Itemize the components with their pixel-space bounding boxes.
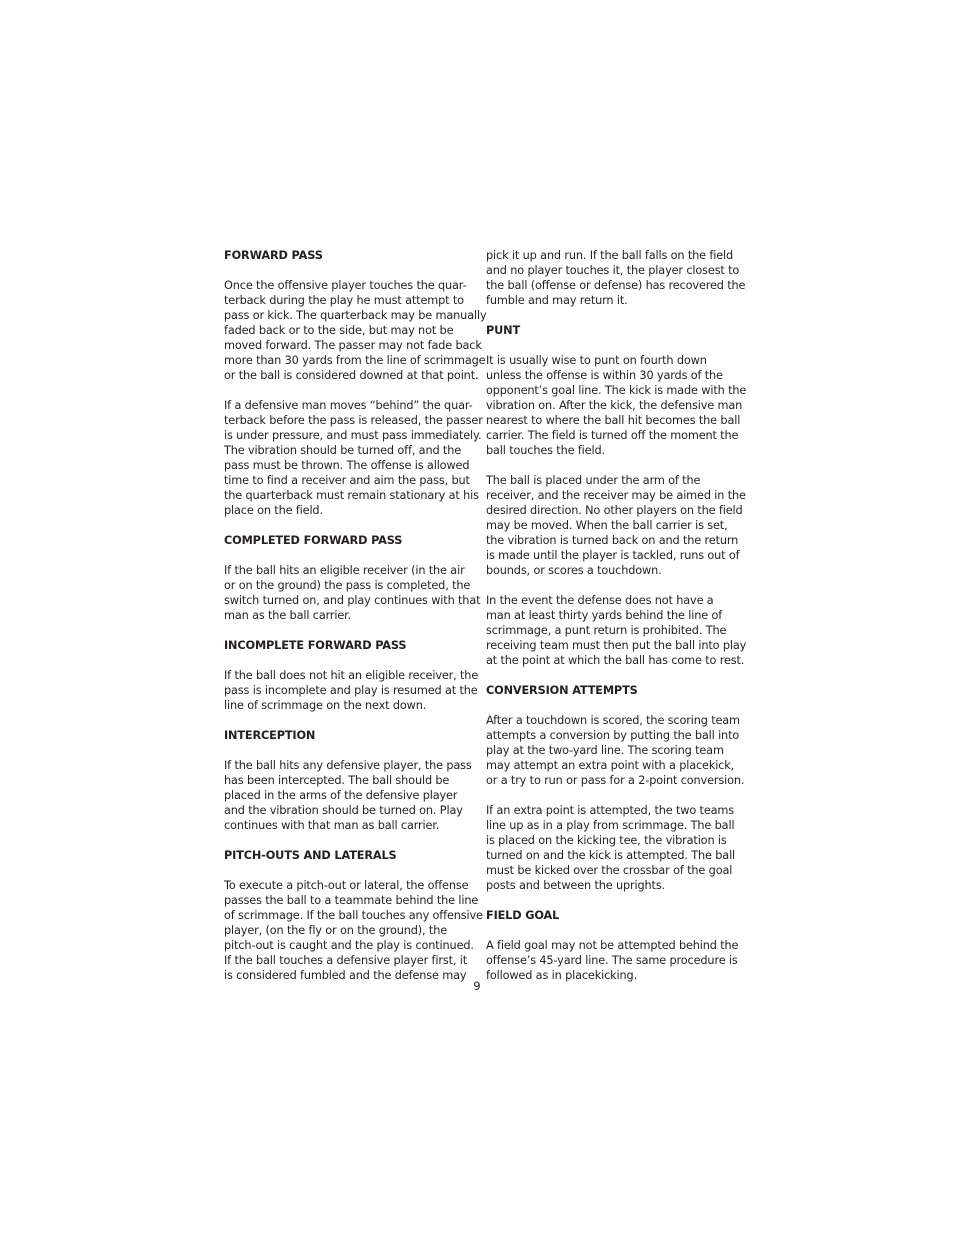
body-text-line: bounds, or scores a touchdown. — [486, 564, 662, 577]
body-text-line: may attempt an extra point with a placekick, — [486, 759, 735, 772]
body-text-line: unless the offense is within 30 yards of the — [486, 369, 723, 382]
body-text-line: play at the two-yard line. The scoring team — [486, 744, 724, 757]
body-text-line: or a try to run or pass for a 2-point conversion. — [486, 774, 745, 787]
paragraph-gap — [486, 308, 736, 323]
paragraph-gap — [486, 458, 736, 473]
body-text-line: nearest to where the ball hit becomes the ball — [486, 414, 741, 427]
body-text-line: vibration on. After the kick, the defensive man — [486, 399, 743, 412]
body-text-line: the vibration is turned back on and the return — [486, 534, 739, 547]
body-text-line: pass must be thrown. The offense is allowed — [224, 459, 470, 472]
body-text-line: posts and between the uprights. — [486, 879, 665, 892]
page-number: 9 — [473, 980, 481, 993]
body-text-line: If the ball does not hit an eligible receiver, the — [224, 669, 479, 682]
paragraph-gap — [486, 788, 736, 803]
body-text-line: Once the offensive player touches the quar- — [224, 279, 467, 292]
body-text-line: followed as in placekicking. — [486, 969, 638, 982]
body-text-line: After a touchdown is scored, the scoring team — [486, 714, 740, 727]
body-text-line: the quarterback must remain stationary at his — [224, 489, 479, 502]
body-text-line: time to find a receiver and aim the pass, but — [224, 474, 470, 487]
body-text-line: man at least thirty yards behind the line of — [486, 609, 723, 622]
body-text-line: is considered fumbled and the defense may — [224, 969, 467, 982]
body-text-line: is made until the player is tackled, runs out of — [486, 549, 740, 562]
body-text-line: If a defensive man moves “behind” the quar- — [224, 399, 473, 412]
section-heading: PITCH-OUTS AND LATERALS — [224, 849, 397, 862]
body-text-line: or on the ground) the pass is completed, the — [224, 579, 471, 592]
body-text-line: or the ball is considered downed at that point. — [224, 369, 479, 382]
body-text-line: If the ball touches a defensive player first, it — [224, 954, 467, 967]
body-text-line: may be moved. When the ball carrier is set, — [486, 519, 728, 532]
paragraph-gap — [224, 863, 472, 878]
body-text-line: attempts a conversion by putting the ball into — [486, 729, 740, 742]
body-text-line: must be kicked over the crossbar of the goal — [486, 864, 733, 877]
body-text-line: If the ball hits an eligible receiver (in the air — [224, 564, 465, 577]
body-text-line: terback during the play he must attempt to — [224, 294, 464, 307]
section-heading: INCOMPLETE FORWARD PASS — [224, 639, 407, 652]
body-text-line: line of scrimmage on the next down. — [224, 699, 427, 712]
body-text-line: The ball is placed under the arm of the — [486, 474, 701, 487]
paragraph-gap — [224, 518, 472, 533]
body-text-line: is placed on the kicking tee, the vibration is — [486, 834, 727, 847]
body-text-line: To execute a pitch-out or lateral, the offense — [224, 879, 469, 892]
body-text-line: the ball (offense or defense) has recovered the — [486, 279, 746, 292]
paragraph-gap — [224, 548, 472, 563]
body-text-line: switch turned on, and play continues with that — [224, 594, 481, 607]
body-text-line: pick it up and run. If the ball falls on the field — [486, 249, 734, 262]
body-text-line: carrier. The field is turned off the moment the — [486, 429, 739, 442]
body-text-line: at the point at which the ball has come to rest. — [486, 654, 745, 667]
paragraph-gap — [486, 698, 736, 713]
body-text-line: more than 30 yards from the line of scrimmage — [224, 354, 486, 367]
body-text-line: The vibration should be turned off, and the — [224, 444, 462, 457]
section-heading: COMPLETED FORWARD PASS — [224, 534, 403, 547]
paragraph-gap — [224, 623, 472, 638]
left-column — [224, 248, 487, 983]
body-text-line: of scrimmage. If the ball touches any offensive — [224, 909, 483, 922]
paragraph-gap — [224, 383, 472, 398]
body-text-line: fumble and may return it. — [486, 294, 628, 307]
body-text-line: has been intercepted. The ball should be — [224, 774, 450, 787]
body-text-line: pitch-out is caught and the play is continued. — [224, 939, 474, 952]
body-text-line: A field goal may not be attempted behind the — [486, 939, 739, 952]
body-text-line: terback before the pass is released, the passer — [224, 414, 483, 427]
section-heading: FORWARD PASS — [224, 249, 323, 262]
section-heading: FIELD GOAL — [486, 909, 560, 922]
paragraph-gap — [224, 713, 472, 728]
paragraph-gap — [224, 653, 472, 668]
body-text-line: If the ball hits any defensive player, the pass — [224, 759, 472, 772]
body-text-line: It is usually wise to punt on fourth down — [486, 354, 707, 367]
body-text-line: pass or kick. The quarterback may be manually — [224, 309, 487, 322]
body-text-line: and the vibration should be turned on. Play — [224, 804, 463, 817]
section-heading: PUNT — [486, 324, 521, 337]
body-text-line: If an extra point is attempted, the two teams — [486, 804, 734, 817]
body-text-line: man as the ball carrier. — [224, 609, 352, 622]
body-text-line: turned on and the kick is attempted. The ball — [486, 849, 736, 862]
body-text-line: line up as in a play from scrimmage. The ball — [486, 819, 735, 832]
body-text-line: In the event the defense does not have a — [486, 594, 714, 607]
body-text-line: placed in the arms of the defensive player — [224, 789, 458, 802]
paragraph-gap — [224, 743, 472, 758]
paragraph-gap — [486, 578, 736, 593]
body-text-line: opponent’s goal line. The kick is made with the — [486, 384, 747, 397]
paragraph-gap — [486, 668, 736, 683]
body-text-line: pass is incomplete and play is resumed at the — [224, 684, 478, 697]
body-text-line: receiver, and the receiver may be aimed in the — [486, 489, 746, 502]
body-text-line: place on the field. — [224, 504, 323, 517]
right-column — [486, 248, 747, 983]
section-heading: INTERCEPTION — [224, 729, 316, 742]
paragraph-gap — [486, 923, 736, 938]
body-text-line: is under pressure, and must pass immediately. — [224, 429, 482, 442]
body-text-line: moved forward. The passer may not fade back — [224, 339, 482, 352]
body-text-line: and no player touches it, the player closest to — [486, 264, 740, 277]
paragraph-gap — [224, 263, 472, 278]
body-text-line: faded back or to the side, but may not be — [224, 324, 454, 337]
body-text-line: scrimmage, a punt return is prohibited. The — [486, 624, 727, 637]
body-text-line: continues with that man as ball carrier. — [224, 819, 440, 832]
section-heading: CONVERSION ATTEMPTS — [486, 684, 638, 697]
body-text-line: receiving team must then put the ball into play — [486, 639, 747, 652]
paragraph-gap — [486, 338, 736, 353]
body-text-line: passes the ball to a teammate behind the line — [224, 894, 479, 907]
body-text-line: player, (on the fly or on the ground), the — [224, 924, 448, 937]
paragraph-gap — [486, 893, 736, 908]
body-text-line: ball touches the field. — [486, 444, 605, 457]
paragraph-gap — [224, 833, 472, 848]
body-text-line: offense’s 45-yard line. The same procedure is — [486, 954, 738, 967]
body-text-line: desired direction. No other players on the field — [486, 504, 743, 517]
